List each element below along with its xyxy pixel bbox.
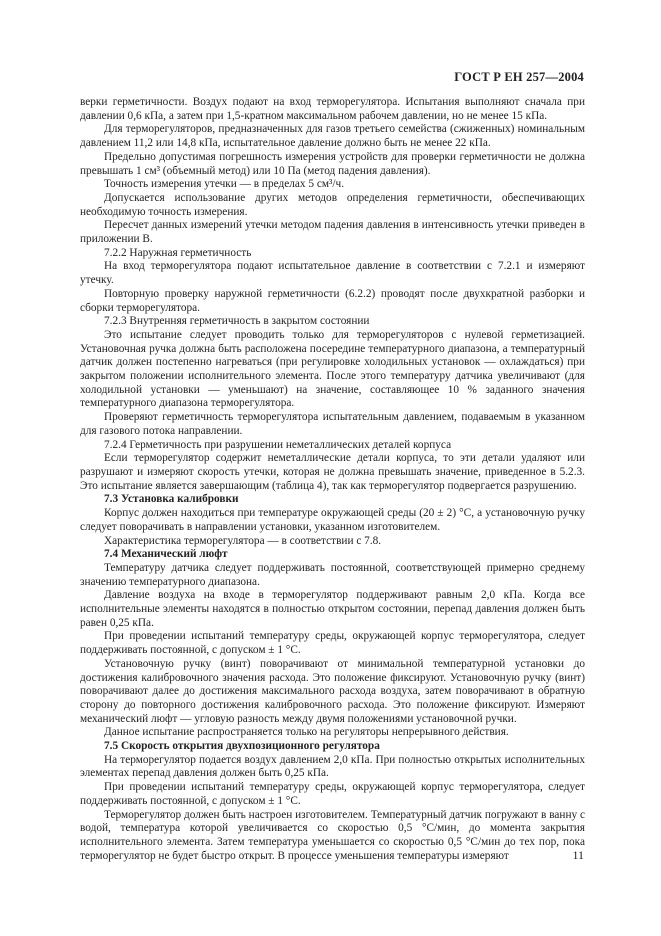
paragraph: Давление воздуха на входе в терморегулятор поддерживают равным 2,0 кПа. Когда все исполнительные элементы находятся в полностью открытом состоянии, перепад давления должен быть равен 0,25 кПа. — [80, 589, 585, 629]
paragraph: Пересчет данных измерений утечки методом падения давления в интенсивность утечки приведен в приложении В. — [80, 219, 585, 246]
paragraph: Установочную ручку (винт) поворачивают от минимальной температурной установки до достижения калибровочного значения расхода. Это положение фиксируют. Установочную ручку (винт) поворачивают далее до достижения максимального расхода воздуха, затем поворачивают в обратную сторону до повторного достижения калибровочного расхода. Это положение фиксируют. Измеряют механический люфт — угловую разность между двумя положениями установочной ручки. — [80, 657, 585, 725]
paragraph: Проверяют герметичность терморегулятора испытательным давлением, подаваемым в указанном для газового потока направлении. — [80, 411, 585, 437]
paragraph: На терморегулятор подается воздух давлением 2,0 кПа. При полностью открытых исполнительных элементах перепад давления должен быть 0,25 кПа. — [80, 753, 585, 780]
paragraph: Точность измерения утечки — в пределах 5 см³/ч. — [104, 178, 345, 191]
section-heading: 7.4 Механический люфт — [104, 548, 228, 561]
section-heading: 7.3 Установка калибровки — [104, 493, 239, 506]
paragraph: Корпус должен находиться при температуре окружающей среды (20 ± 2) °С, а установочную ручку следует поворачивать в направлении установки, указанном изготовителем. — [80, 507, 585, 533]
page-number: 11 — [572, 848, 584, 862]
paragraph: верки герметичности. Воздух подают на вход терморегулятора. Испытания выполняют сначала при давлении 0,6 кПа, а затем при 1,5-кратном максимальном рабочем давлении, но не менее 15 кПа. — [80, 96, 585, 122]
paragraph: На вход терморегулятора подают испытательное давление в соответствии с 7.2.1 и измеряют утечку. — [80, 260, 585, 287]
paragraph: 7.2.4 Герметичность при разрушении неметаллических деталей корпуса — [104, 438, 452, 451]
document-body — [80, 96, 585, 863]
paragraph: Характеристика терморегулятора — в соответствии с 7.8. — [104, 534, 382, 547]
paragraph: Температуру датчика следует поддерживать постоянной, соответствующей примерно среднему значению температурного диапазона. — [80, 561, 585, 588]
paragraph: Это испытание следует проводить только для терморегуляторов с нулевой герметизацией. Установочная ручка должна быть расположена посередине температурного диапазона, а температурный датчик должен постепенно нагреваться (при регулировке холодильных установок — охлаждаться) при закрытом положении исполнительного элемента. После этого температуру датчика увеличивают (для холодильной установки — уменьшают) на значение, составляющее 10 % заданного значения температурного диапазона терморегулятора. — [80, 328, 585, 410]
paragraph: При проведении испытаний температуру среды, окружающей корпус терморегулятора, следует поддерживать постоянной, с допуском ± 1 °С. — [80, 781, 585, 807]
document-code-header: ГОСТ Р ЕН 257—2004 — [454, 70, 584, 84]
paragraph: Данное испытание распространяется только на регуляторы непрерывного действия. — [104, 726, 509, 739]
paragraph: Предельно допустимая погрешность измерения устройств для проверки герметичности не должна превышать 1 см³ (объемный метод) или 10 Па (метод падения давления). — [80, 150, 585, 177]
paragraph: Для терморегуляторов, предназначенных для газов третьего семейства (сжиженных) номинальным давлением 11,2 или 14,8 кПа, испытательное давление должно быть не менее 22 кПа. — [80, 123, 585, 150]
paragraph: Допускается использование других методов определения герметичности, обеспечивающих необходимую точность измерения. — [80, 191, 585, 218]
paragraph: Терморегулятор должен быть настроен изготовителем. Температурный датчик погружают в ванну с водой, температура которой увеличивается со скоростью 0,5 °С/мин, до момента закрытия исполнительного элемента. Затем температура уменьшается со скоростью 0,5 °С/мин до тех пор, пока терморегулятор не будет быстро открыт. В процессе уменьшения температуры измеряют — [80, 808, 585, 862]
paragraph: При проведении испытаний температуру среды, окружающей корпус терморегулятора, следует поддерживать постоянной, с допуском ± 1 °С. — [80, 630, 585, 657]
paragraph: 7.2.2 Наружная герметичность — [104, 246, 252, 259]
section-heading: 7.5 Скорость открытия двухпозиционного регулятора — [104, 740, 380, 753]
paragraph: Повторную проверку наружной герметичности (6.2.2) проводят после двухкратной разборки и сборки терморегулятора. — [80, 287, 585, 314]
paragraph: Если терморегулятор содержит неметаллические детали корпуса, то эти детали удаляют или разрушают и измеряют скорость утечки, которая не должна превышать значение, приведенное в 5.2.3. Это испытание является завершающим (таблица 4), так как терморегулятор подвергается разрушению. — [80, 452, 585, 492]
paragraph: 7.2.3 Внутренняя герметичность в закрытом состоянии — [104, 315, 370, 328]
